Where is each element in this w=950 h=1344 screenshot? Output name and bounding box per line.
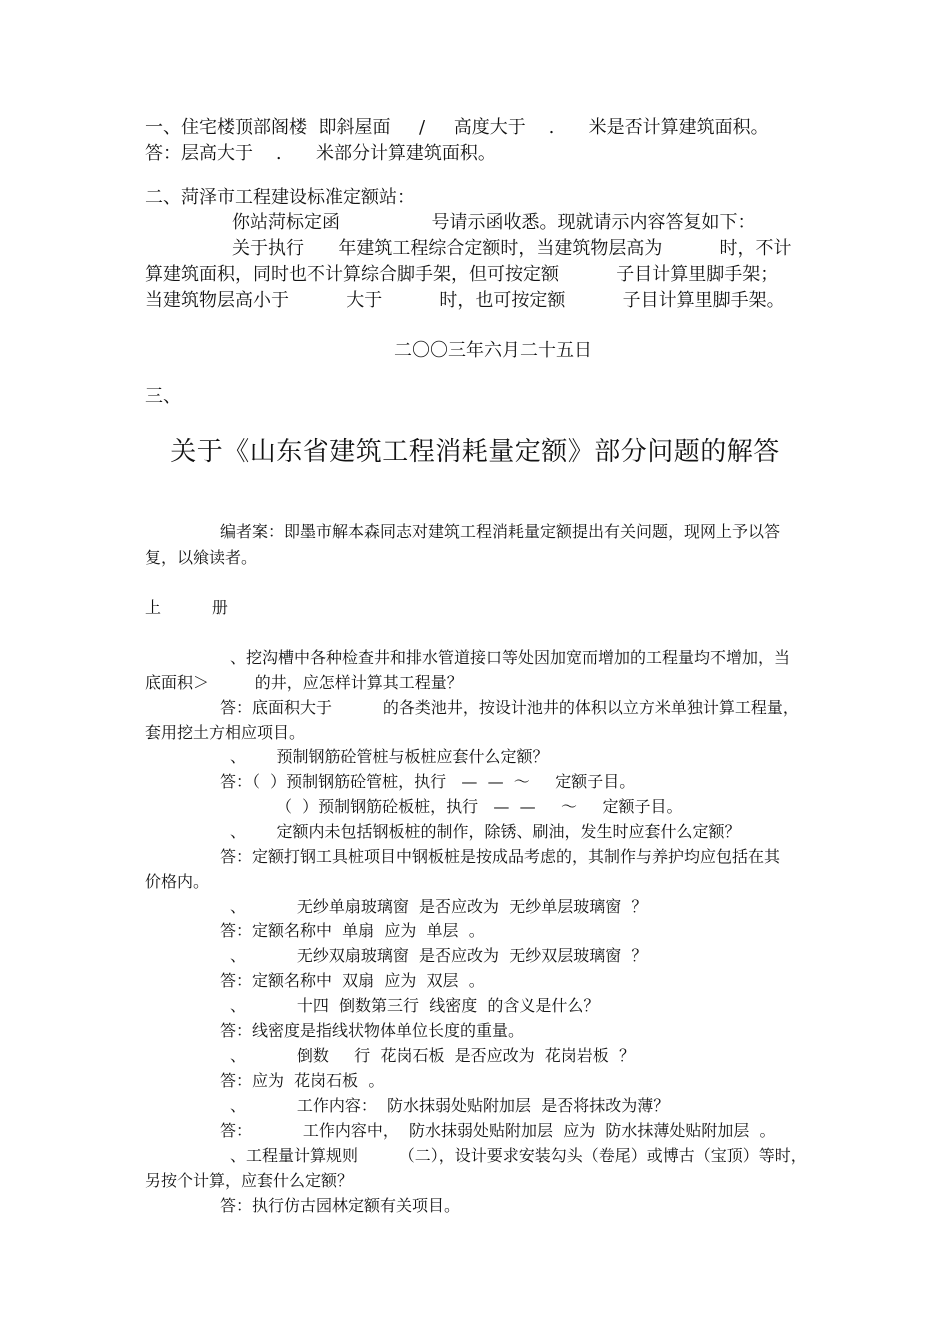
qa-line-20: 答： 工作内容中， 防水抹弱处贴附加层 应为 防水抹薄处贴附加层 。: [220, 1121, 776, 1140]
section2-paragraph-3: 算建筑面积，同时也不计算综合脚手架，但可按定额 子目计算里脚手架；: [145, 264, 779, 285]
qa-line-15: 、 十四 倒数第三行 线密度 的含义是什么？: [230, 996, 600, 1015]
section2-heading: 二、菏泽市工程建设标准定额站：: [145, 187, 415, 208]
qa-line-22: 另按个计算，应套什么定额？: [145, 1171, 354, 1190]
section3-heading: 三、: [145, 386, 181, 407]
qa-line-16: 答：线密度是指线状物体单位长度的重量。: [220, 1021, 525, 1040]
qa-line-18: 答：应为 花岗石板 。: [220, 1071, 385, 1090]
qa-line-1: 、挖沟槽中各种检查井和排水管道接口等处因加宽而增加的工程量均不增加，当: [230, 648, 791, 667]
qa-line-23: 答：执行仿古园林定额有关项目。: [220, 1196, 461, 1215]
section2-paragraph-1: 你站菏标定函 号请示函收悉。现就请示内容答复如下：: [232, 212, 756, 233]
qa-line-13: 、 无纱双扇玻璃窗 是否应改为 无纱双层玻璃窗 ？: [230, 946, 648, 965]
qa-line-10: 价格内。: [145, 872, 210, 891]
section2-date: 二〇〇三年六月二十五日: [394, 340, 592, 361]
qa-line-21: 、工程量计算规则 （二），设计要求安装勾头（卷尾）或博古（宝顶）等时，: [230, 1146, 807, 1165]
editor-note-line-2: 复，以飨读者。: [145, 548, 258, 567]
qa-line-8: 、 定额内未包括钢板桩的制作，除锈、刷油，发生时应套什么定额？: [230, 822, 741, 841]
section2-paragraph-2: 关于执行 年建筑工程综合定额时，当建筑物层高为 时，不计: [232, 238, 792, 259]
qa-line-6: 答：（ ）预制钢筋砼管桩，执行 — — ～ 定额子目。: [220, 772, 636, 791]
editor-note-line-1: 编者案：即墨市解本森同志对建筑工程消耗量定额提出有关问题，现网上予以答: [220, 522, 781, 541]
section1-answer: 答：层高大于 . 米部分计算建筑面积。: [145, 143, 496, 164]
section1-question: 一、住宅楼顶部阁楼 即斜屋面 / 高度大于 . 米是否计算建筑面积。: [145, 117, 769, 138]
volume-heading: 上 册: [145, 598, 228, 617]
qa-line-9: 答：定额打钢工具桩项目中钢板桩是按成品考虑的，其制作与养护均应包括在其: [220, 847, 781, 866]
qa-line-7: （ ）预制钢筋砼板桩，执行 — — ～ 定额子目。: [276, 797, 683, 816]
qa-line-4: 套用挖土方相应项目。: [145, 723, 306, 742]
qa-line-19: 、 工作内容： 防水抹弱处贴附加层 是否将抹改为薄？: [230, 1096, 670, 1115]
qa-line-12: 答：定额名称中 单扇 应为 单层 。: [220, 921, 485, 940]
qa-line-17: 、 倒数 行 花岗石板 是否应改为 花岗岩板 ？: [230, 1046, 635, 1065]
document-title: 关于《山东省建筑工程消耗量定额》部分问题的解答: [170, 437, 780, 467]
section2-paragraph-4: 当建筑物层高小于 大于 时，也可按定额 子目计算里脚手架。: [145, 290, 785, 311]
qa-line-2: 底面积＞ 的井，应怎样计算其工程量？: [145, 673, 463, 692]
qa-line-3: 答：底面积大于 的各类池井，按设计池井的体积以立方米单独计算工程量，: [220, 698, 799, 717]
qa-line-14: 答：定额名称中 双扇 应为 双层 。: [220, 971, 485, 990]
qa-line-11: 、 无纱单扇玻璃窗 是否应改为 无纱单层玻璃窗 ？: [230, 897, 648, 916]
qa-line-5: 、 预制钢筋砼管桩与板桩应套什么定额？: [230, 747, 549, 766]
